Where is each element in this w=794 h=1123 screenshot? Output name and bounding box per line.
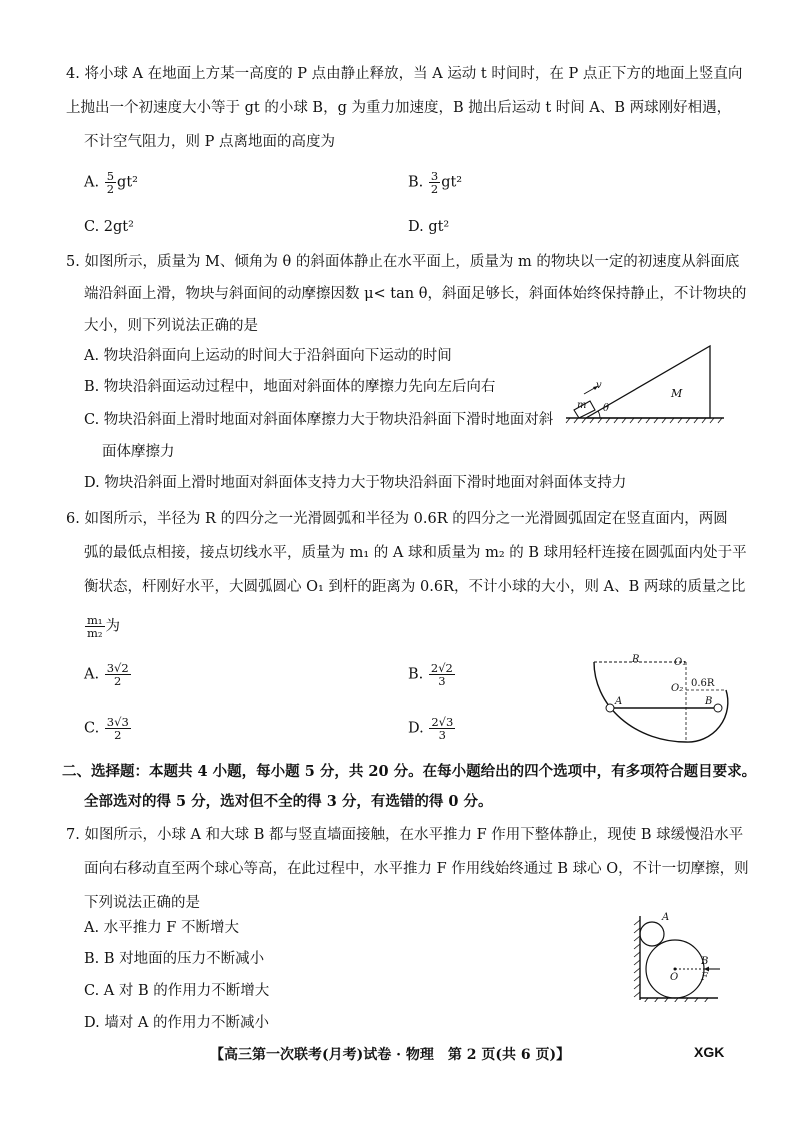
q4-option-a-fraction: $\frac{5}{2}$ bbox=[106, 169, 115, 196]
q7-stem-line2: 面向右移动直至两个球心等高，在此过程中，水平推力 F 作用线始终通过 B 球心 O，不计一切摩擦，则 bbox=[84, 861, 749, 877]
q6-mass-ratio: $\frac{\text{m₁}}{\text{m₂}}$ bbox=[87, 613, 103, 640]
q7-option-a[interactable]: A. 水平推力 F 不断增大 bbox=[84, 920, 239, 936]
q4-option-a-tail: gt² bbox=[117, 174, 138, 191]
q5-option-c-line2[interactable]: 面体摩擦力 bbox=[102, 444, 175, 460]
q5-option-b[interactable]: B. 物块沿斜面运动过程中，地面对斜面体的摩擦力先向左后向右 bbox=[84, 379, 496, 395]
q6-fig-O2-label: O₂ bbox=[671, 683, 684, 694]
footer-title: 【高三第一次联考(月考)试卷 · 物理 第 2 页(共 6 页)】 bbox=[210, 1047, 571, 1063]
section2-heading: 二、选择题：本题共 4 小题，每小题 5 分，共 20 分。在每小题给出的四个选项中，有多项符合题目要求。 bbox=[62, 763, 757, 780]
q6-option-d[interactable]: D. $\frac{2√3}{3}$ bbox=[408, 715, 454, 742]
q6-stem-line4: $\frac{\text{m₁}}{\text{m₂}}$ 为 bbox=[87, 613, 121, 640]
q5-stem-line2: 端沿斜面上滑，物块与斜面间的动摩擦因数 μ< tan θ，斜面足够长，斜面体始终保持静止，不计物块的 bbox=[84, 286, 747, 302]
q5-incline-figure bbox=[560, 338, 730, 428]
q6-fig-O1-label: O₁ bbox=[674, 657, 687, 668]
q4-option-a[interactable] bbox=[84, 170, 138, 195]
q4-option-c[interactable]: C. 2gt² bbox=[84, 219, 134, 235]
footer-code: XGK bbox=[694, 1044, 725, 1060]
q4-stem-line3: 不计空气阻力，则 P 点离地面的高度为 bbox=[84, 134, 335, 150]
q6-fig-R-label: R bbox=[632, 654, 640, 665]
q6-fig-dist-label: 0.6R bbox=[691, 678, 715, 689]
q6-option-a[interactable]: A. $\frac{3√2}{2}$ bbox=[84, 661, 129, 688]
q5-stem-line3: 大小，则下列说法正确的是 bbox=[84, 318, 258, 334]
q4-option-b-tail: gt² bbox=[441, 174, 463, 191]
q5-option-c-line1[interactable]: C. 物块沿斜面上滑时地面对斜面体摩擦力大于物块沿斜面下滑时地面对斜 bbox=[84, 412, 554, 428]
q5-option-d[interactable]: D. 物块沿斜面上滑时地面对斜面体支持力大于物块沿斜面下滑时地面对斜面体支持力 bbox=[84, 475, 627, 491]
q5-option-a[interactable]: A. 物块沿斜面向上运动的时间大于沿斜面向下运动的时间 bbox=[84, 348, 452, 364]
q5-fig-v-label: v bbox=[596, 380, 602, 391]
q4-option-b[interactable] bbox=[408, 170, 462, 195]
q6-arcs-figure bbox=[590, 650, 735, 750]
q6-option-c[interactable]: C. $\frac{3√3}{2}$ bbox=[84, 715, 129, 742]
section2-scoring: 全部选对的得 5 分，选对但不全的得 3 分，有选错的得 0 分。 bbox=[84, 793, 493, 810]
q6-stem-line2: 弧的最低点相接，接点切线水平，质量为 m₁ 的 A 球和质量为 m₂ 的 B 球用轻杆连接在圆弧面内处于平 bbox=[84, 545, 747, 561]
q5-stem-line1: 5. 如图所示，质量为 M、倾角为 θ 的斜面体静止在水平面上，质量为 m 的物块以一定的初速度从斜面底 bbox=[66, 254, 740, 270]
q6-stem-line1: 6. 如图所示，半径为 R 的四分之一光滑圆弧和半径为 0.6R 的四分之一光滑圆弧固定在竖直面内，两圆 bbox=[66, 511, 728, 527]
q6-fig-B-label: B bbox=[705, 696, 713, 707]
q5-fig-theta-label: θ bbox=[603, 403, 610, 414]
q7-fig-B-label: B bbox=[701, 956, 709, 967]
q6-stem-line3: 衡状态，杆刚好水平，大圆弧圆心 O₁ 到杆的距离为 0.6R，不计小球的大小，则 A、B 两球的质量之比 bbox=[84, 579, 746, 595]
q7-fig-O-label: O bbox=[670, 972, 679, 983]
q4-option-a-label: A. bbox=[84, 174, 100, 191]
q4-option-b-label: B. bbox=[408, 174, 424, 191]
q5-fig-M-label: M bbox=[671, 387, 683, 400]
q4-option-b-fraction: $\frac{3}{2}$ bbox=[430, 169, 439, 196]
q7-fig-F-label: F bbox=[701, 972, 708, 983]
q4-stem-line1: 4. 将小球 A 在地面上方某一高度的 P 点由静止释放，当 A 运动 t 时间时，在 P 点正下方的地面上竖直向 bbox=[66, 66, 743, 82]
q4-stem-line2: 上抛出一个初速度大小等于 gt 的小球 B，g 为重力加速度，B 抛出后运动 t 时间 A、B 两球刚好相遇， bbox=[66, 100, 732, 116]
q7-fig-A-label: A bbox=[662, 912, 670, 923]
q5-fig-m-label: m bbox=[577, 400, 587, 411]
q4-option-d[interactable]: D. gt² bbox=[408, 219, 450, 235]
q7-option-d[interactable]: D. 墙对 A 的作用力不断减小 bbox=[84, 1015, 270, 1031]
q7-stem-line3: 下列说法正确的是 bbox=[84, 895, 200, 911]
q7-option-c[interactable]: C. A 对 B 的作用力不断增大 bbox=[84, 983, 270, 999]
q7-stem-line1: 7. 如图所示，小球 A 和大球 B 都与竖直墙面接触，在水平推力 F 作用下整体静止，现使 B 球缓慢沿水平 bbox=[66, 827, 744, 843]
q6-fig-A-label: A bbox=[615, 696, 623, 707]
q7-option-b[interactable]: B. B 对地面的压力不断减小 bbox=[84, 951, 265, 967]
q6-option-b[interactable]: B. $\frac{2√2}{3}$ bbox=[408, 661, 453, 688]
q7-balls-figure bbox=[628, 912, 723, 1002]
